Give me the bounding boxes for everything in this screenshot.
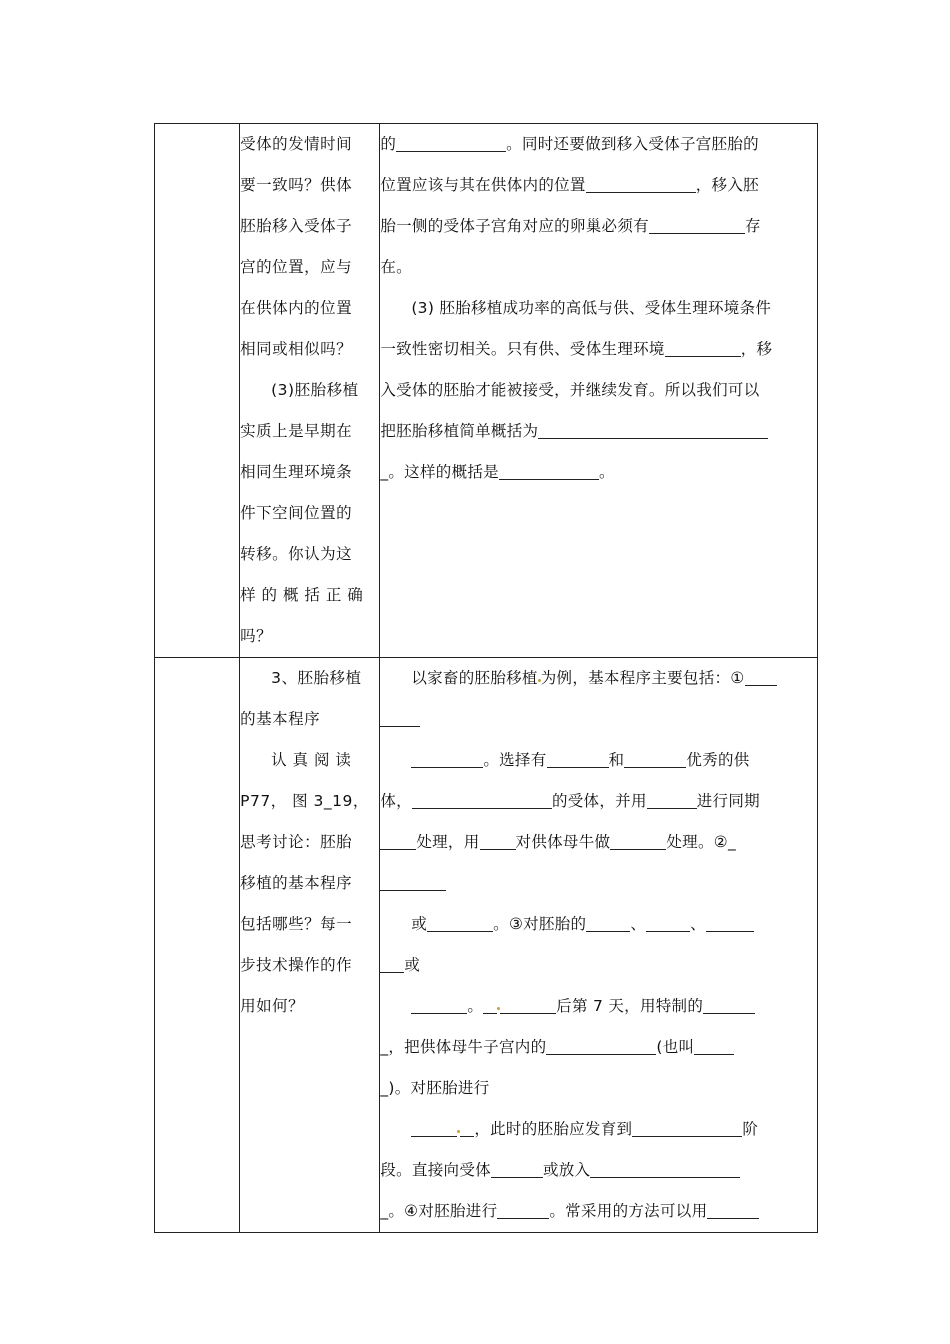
answer-line: 或 。③对胚胎的 、 、 bbox=[380, 904, 817, 945]
question-line: 样 的 概 括 正 确 bbox=[240, 586, 364, 604]
question-cell bbox=[240, 658, 380, 1233]
blank[interactable] bbox=[497, 1202, 549, 1219]
answer-line: _。④对胚胎进行 。常采用的方法可以用 bbox=[380, 1191, 817, 1232]
blank[interactable] bbox=[380, 833, 416, 850]
answer-line: 把胚胎移植简单概括为 bbox=[380, 411, 817, 452]
worksheet-table bbox=[154, 123, 818, 1233]
blank[interactable] bbox=[380, 874, 446, 891]
question-line: (3)胚胎移植 bbox=[271, 381, 359, 399]
answer-line: 。选择有 和 优秀的供 bbox=[380, 740, 817, 781]
question-line: 用如何？ bbox=[240, 997, 305, 1015]
question-line: 的基本程序 bbox=[240, 710, 321, 728]
question-line: 转移。你认为这 bbox=[240, 545, 353, 563]
answer-line: 位置应该与其在供体内的位置 ，移入胚 bbox=[380, 176, 759, 194]
answer-line: 一致性密切相关。只有供、受体生理环境 ，移 bbox=[380, 340, 773, 358]
blank[interactable] bbox=[411, 751, 483, 768]
question-line: 实质上是早期在 bbox=[240, 422, 353, 440]
table-row bbox=[155, 124, 818, 658]
blank[interactable] bbox=[427, 915, 493, 932]
answer-line: _)。对胚胎进行 bbox=[380, 1079, 490, 1097]
answer-line: 以家畜的胚胎移植 为例，基本程序主要包括：① bbox=[380, 658, 817, 699]
blank[interactable] bbox=[491, 1161, 543, 1178]
blank[interactable] bbox=[411, 997, 467, 1014]
answer-line: 的 。同时还要做到移入受体子宫胚胎的 bbox=[380, 135, 759, 153]
answer-cell bbox=[380, 658, 818, 1233]
empty-cell bbox=[155, 658, 240, 1233]
question-line: 宫的位置，应与 bbox=[240, 258, 353, 276]
answer-line bbox=[380, 699, 817, 740]
answer-line: ，此时的胚胎应发育到 阶 bbox=[380, 1109, 817, 1150]
blank[interactable] bbox=[586, 915, 630, 932]
blank[interactable] bbox=[460, 1120, 474, 1137]
answer-line: _。这样的概括是 。 bbox=[380, 463, 615, 481]
table-row bbox=[155, 658, 818, 1233]
answer-line: 入受体的胚胎才能被接受，并继续发育。所以我们可以 bbox=[380, 381, 760, 399]
blank[interactable] bbox=[380, 956, 404, 973]
blank[interactable] bbox=[483, 997, 497, 1014]
blank[interactable] bbox=[396, 135, 506, 152]
question-line: 在供体内的位置 bbox=[240, 299, 353, 317]
blank[interactable] bbox=[707, 1202, 759, 1219]
question-line: 件下空间位置的 bbox=[240, 504, 353, 522]
blank[interactable] bbox=[411, 1120, 457, 1137]
blank[interactable] bbox=[624, 751, 686, 768]
blank[interactable] bbox=[665, 340, 741, 357]
blank[interactable] bbox=[649, 217, 745, 234]
answer-line: (3) 胚胎移植成功率的高低与供、受体生理环境条件 bbox=[411, 299, 772, 317]
blank[interactable] bbox=[694, 1038, 734, 1055]
blank[interactable] bbox=[610, 833, 666, 850]
blank[interactable] bbox=[547, 751, 609, 768]
answer-line: 体， 的受体，并用 进行同期 bbox=[380, 792, 760, 810]
answer-line bbox=[380, 863, 817, 904]
blank[interactable] bbox=[500, 997, 556, 1014]
blank[interactable] bbox=[546, 1038, 656, 1055]
blank[interactable] bbox=[538, 422, 768, 439]
question-line: 吗？ bbox=[240, 627, 273, 645]
blank[interactable] bbox=[590, 1161, 740, 1178]
answer-line: 处理，用 对供体母牛做 处理。②_ bbox=[380, 822, 817, 863]
blank[interactable] bbox=[632, 1120, 742, 1137]
question-line: 胚胎移入受体子 bbox=[240, 217, 353, 235]
question-line: 认 真 阅 读 bbox=[271, 751, 352, 769]
blank[interactable] bbox=[380, 710, 420, 727]
blank[interactable] bbox=[646, 915, 690, 932]
blank[interactable] bbox=[586, 176, 696, 193]
blank[interactable] bbox=[706, 915, 754, 932]
empty-cell bbox=[155, 124, 240, 658]
question-cell bbox=[240, 124, 380, 658]
question-line: 相同生理环境条 bbox=[240, 463, 353, 481]
blank[interactable] bbox=[480, 833, 516, 850]
answer-line: 。 后第 7 天，用特制的 bbox=[380, 986, 817, 1027]
blank[interactable] bbox=[745, 669, 777, 686]
question-line: 步技术操作的作 bbox=[240, 956, 353, 974]
blank[interactable] bbox=[647, 792, 697, 809]
answer-line: 胎一侧的受体子宫角对应的卵巢必须有 存 bbox=[380, 217, 761, 235]
answer-line: 在。 bbox=[380, 258, 412, 276]
answer-line: 段。直接向受体 或放入 bbox=[380, 1150, 817, 1191]
blank[interactable] bbox=[499, 463, 599, 480]
question-line: 3、胚胎移植 bbox=[271, 669, 362, 687]
blank[interactable] bbox=[703, 997, 755, 1014]
question-line: P77， 图 3_19， bbox=[240, 792, 369, 810]
question-line: 相同或相似吗？ bbox=[240, 340, 353, 358]
question-line: 包括哪些？每一 bbox=[240, 915, 353, 933]
question-line: 要一致吗？供体 bbox=[240, 176, 353, 194]
question-line: 受体的发情时间 bbox=[240, 135, 353, 153]
question-line: 思考讨论：胚胎 bbox=[240, 833, 353, 851]
answer-line: _，把供体母牛子宫内的 (也叫 bbox=[380, 1027, 817, 1068]
answer-cell bbox=[380, 124, 818, 658]
answer-line: 或 bbox=[380, 945, 817, 986]
blank[interactable] bbox=[412, 792, 552, 809]
question-line: 移植的基本程序 bbox=[240, 874, 353, 892]
